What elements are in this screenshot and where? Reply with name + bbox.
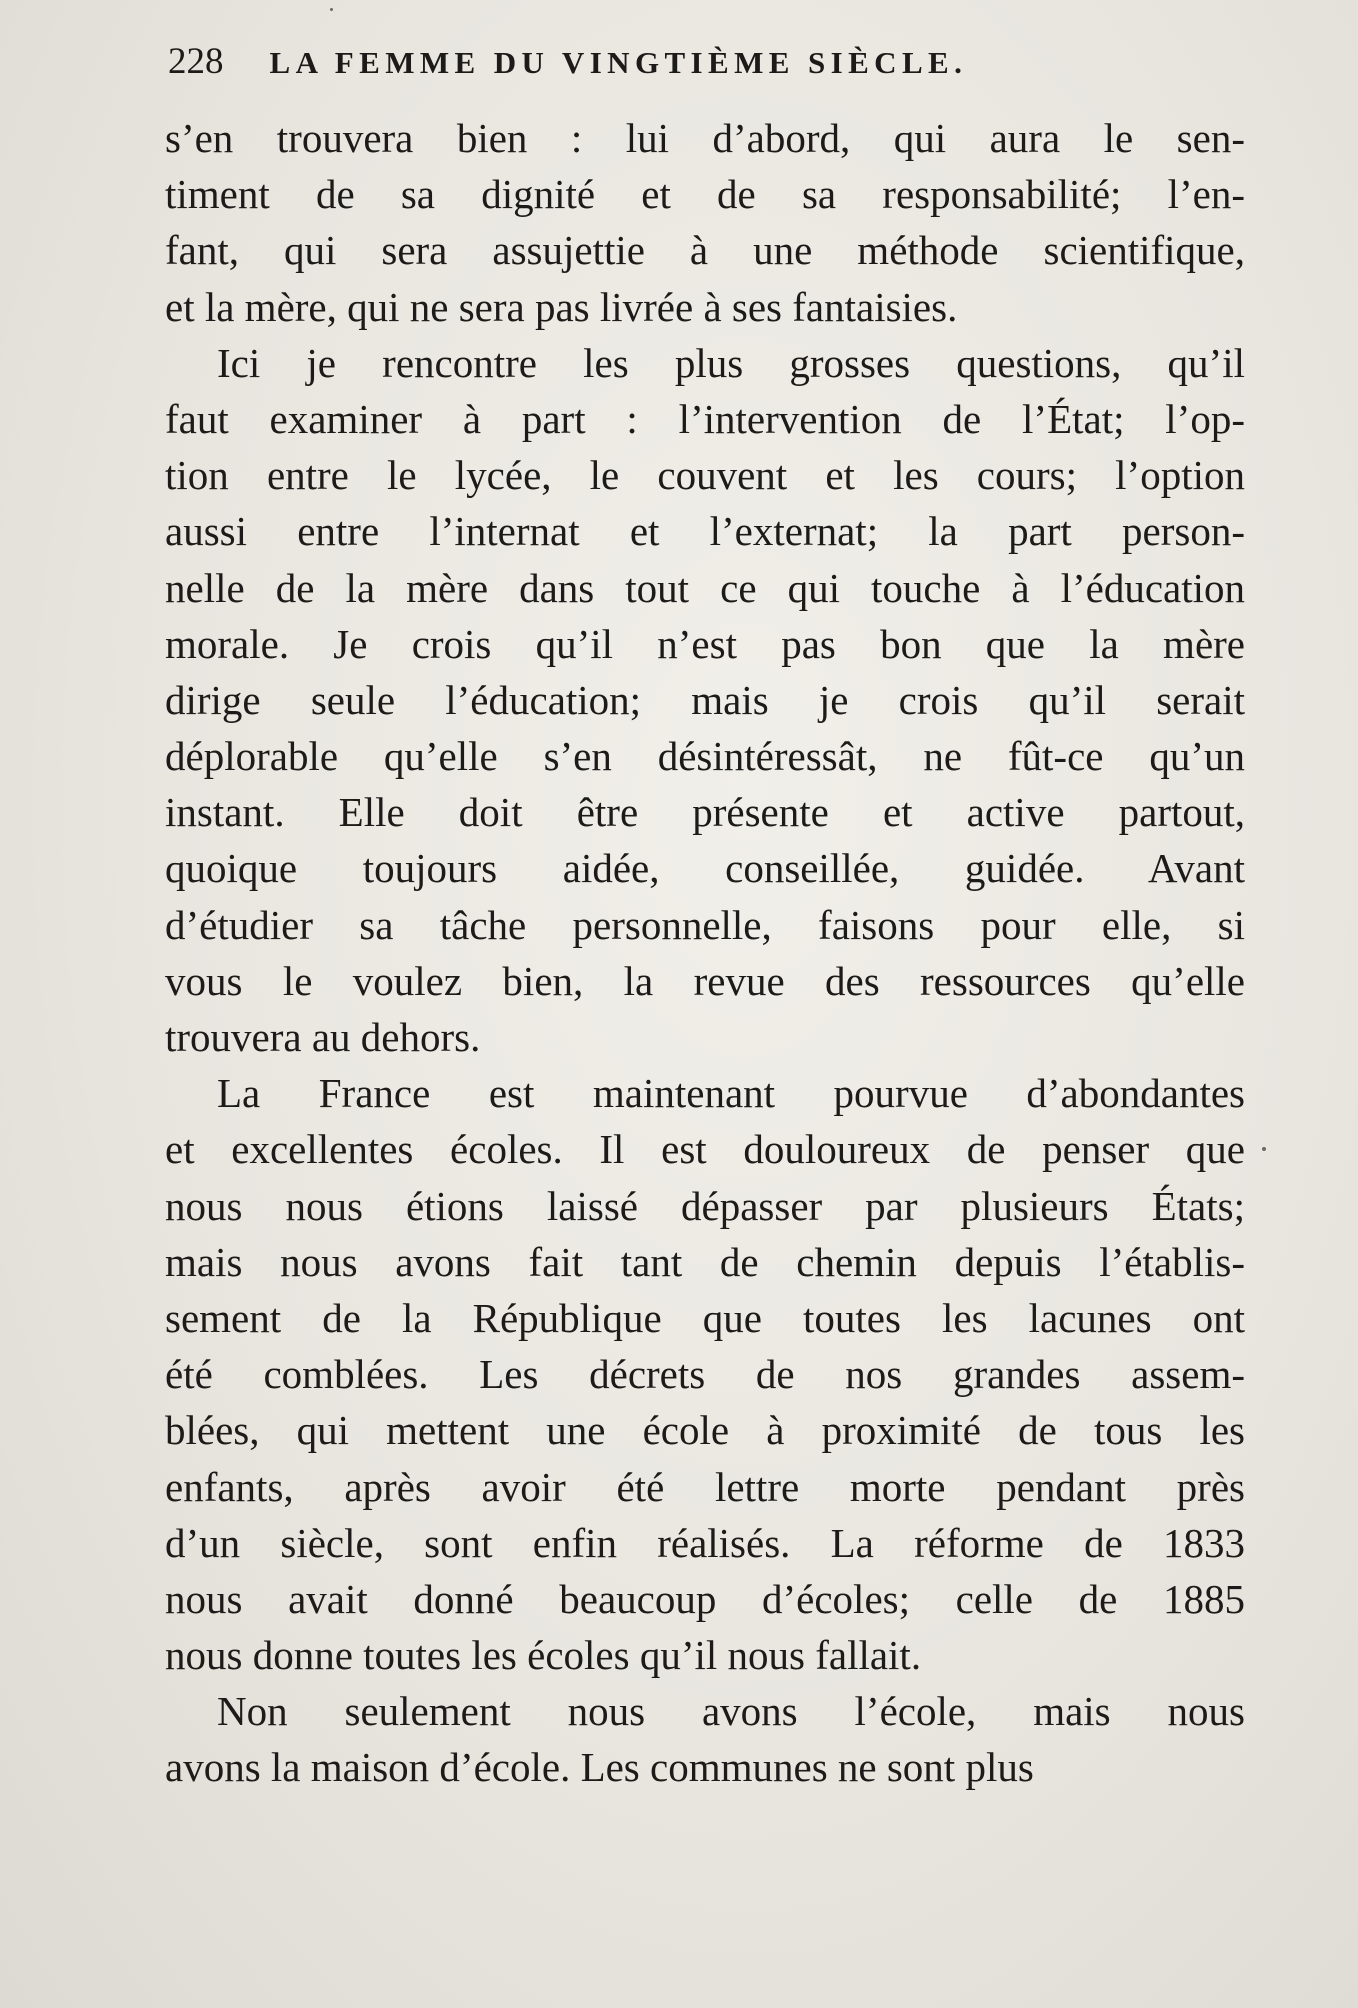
text-line: nelle de la mère dans tout ce qui touche à l’éducation bbox=[165, 564, 1245, 611]
paragraph bbox=[165, 335, 1245, 1065]
page-number: 228 bbox=[168, 41, 224, 82]
text-line: instant. Elle doit être présente et active partout, bbox=[165, 789, 1245, 836]
text-line: enfants, après avoir été lettre morte pendant près bbox=[165, 1463, 1245, 1510]
text-line: été comblées. Les décrets de nos grandes assem- bbox=[165, 1351, 1245, 1398]
text-line: Ici je rencontre les plus grosses questions, qu’il bbox=[217, 339, 1245, 386]
paragraph bbox=[165, 1065, 1245, 1683]
text-line: faut examiner à part : l’intervention de l’État; l’op- bbox=[165, 395, 1245, 442]
text-line: fant, qui sera assujettie à une méthode scientifique, bbox=[165, 227, 1245, 274]
text-line: dirige seule l’éducation; mais je crois qu’il serait bbox=[165, 676, 1245, 723]
text-line: quoique toujours aidée, conseillée, guidée. Avant bbox=[165, 845, 1245, 892]
paper-speck bbox=[1262, 1147, 1266, 1151]
text-line: s’en trouvera bien : lui d’abord, qui aura le sen- bbox=[165, 115, 1245, 161]
text-line: blées, qui mettent une école à proximité de tous les bbox=[165, 1407, 1245, 1454]
paper-speck bbox=[330, 8, 333, 11]
text-line: d’étudier sa tâche personnelle, faisons pour elle, si bbox=[165, 901, 1245, 948]
text-line: mais nous avons fait tant de chemin depuis l’établis- bbox=[165, 1238, 1245, 1285]
text-line: timent de sa dignité et de sa responsabilité; l’en- bbox=[165, 171, 1245, 218]
paragraph bbox=[165, 1683, 1245, 1795]
text-line: et excellentes écoles. Il est douloureux de penser que bbox=[165, 1126, 1245, 1173]
text-line: nous avait donné beaucoup d’écoles; celle de 1885 bbox=[165, 1575, 1245, 1622]
text-line: aussi entre l’internat et l’externat; la part person- bbox=[165, 508, 1245, 555]
text-line: vous le voulez bien, la revue des ressources qu’elle bbox=[165, 957, 1245, 1004]
text-line: et la mère, qui ne sera pas livrée à ses fantaisies. bbox=[165, 283, 958, 330]
running-header bbox=[168, 40, 1248, 96]
text-line: déplorable qu’elle s’en désintéressât, ne fût-ce qu’un bbox=[165, 733, 1245, 780]
text-line: La France est maintenant pourvue d’abondantes bbox=[217, 1070, 1245, 1117]
paragraph bbox=[165, 110, 1245, 335]
text-line: nous donne toutes les écoles qu’il nous fallait. bbox=[165, 1632, 922, 1679]
text-line: trouvera au dehors. bbox=[165, 1014, 481, 1060]
running-title: LA FEMME DU VINGTIÈME SIÈCLE. bbox=[269, 45, 968, 80]
text-line: sement de la République que toutes les lacunes ont bbox=[165, 1294, 1245, 1341]
text-line: nous nous étions laissé dépasser par plusieurs États; bbox=[165, 1182, 1245, 1229]
text-line: Non seulement nous avons l’école, mais nous bbox=[217, 1688, 1245, 1735]
text-line: avons la maison d’école. Les communes ne sont plus bbox=[165, 1744, 1034, 1791]
body-text bbox=[165, 110, 1245, 1796]
text-line: morale. Je crois qu’il n’est pas bon que la mère bbox=[165, 620, 1245, 667]
text-line: tion entre le lycée, le couvent et les cours; l’option bbox=[165, 452, 1245, 499]
text-line: d’un siècle, sont enfin réalisés. La réforme de 1833 bbox=[165, 1519, 1245, 1566]
